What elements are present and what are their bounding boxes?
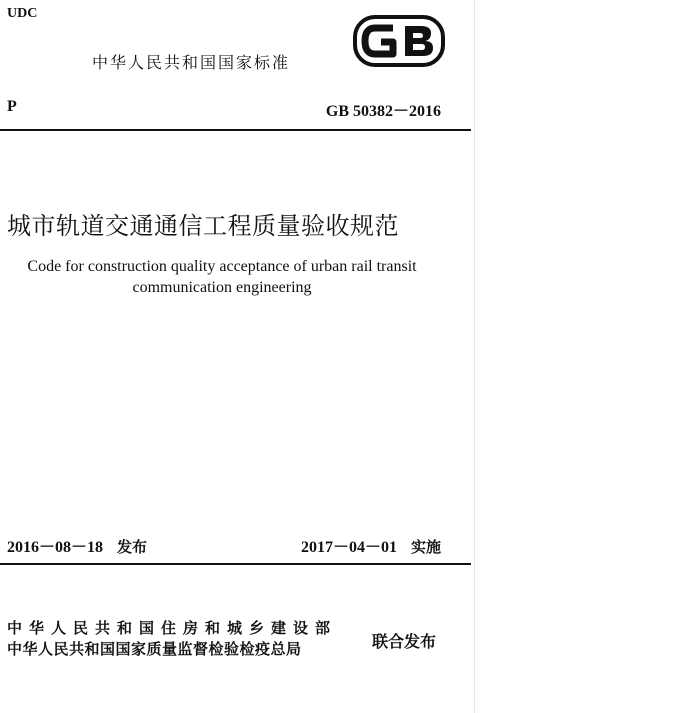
standard-authority: 中华人民共和国国家标准 [92,53,291,72]
issue-date-block [7,534,147,557]
standard-number: GB 50382－2016 [325,103,441,120]
issuer-administration: 中华人民共和国国家质量监督检验检疫总局 [7,640,302,658]
title-chinese: 城市轨道交通通信工程质量验收规范 [7,212,399,240]
issue-label: 发布 [117,538,148,556]
joint-release-label: 联合发布 [372,632,437,651]
issuing-authorities [7,618,337,660]
implementation-date: 2017－04－01 [300,539,397,556]
classification-code: P [7,98,17,115]
issue-date: 2016－08－18 [7,539,104,556]
title-english-line-2: communication engineering [132,279,312,296]
title-english [0,256,444,298]
blank-margin [475,0,700,713]
implementation-label: 实施 [410,538,441,556]
top-divider [0,129,471,131]
implementation-date-block [301,534,441,557]
gb-logo-icon [353,14,445,68]
issuer-ministry: 中华人民共和国住房和城乡建设部 [7,619,338,637]
title-english-line-1: Code for construction quality acceptance of urban rail transit [27,258,417,275]
bottom-divider [0,563,471,565]
udc-label: UDC [7,6,38,21]
